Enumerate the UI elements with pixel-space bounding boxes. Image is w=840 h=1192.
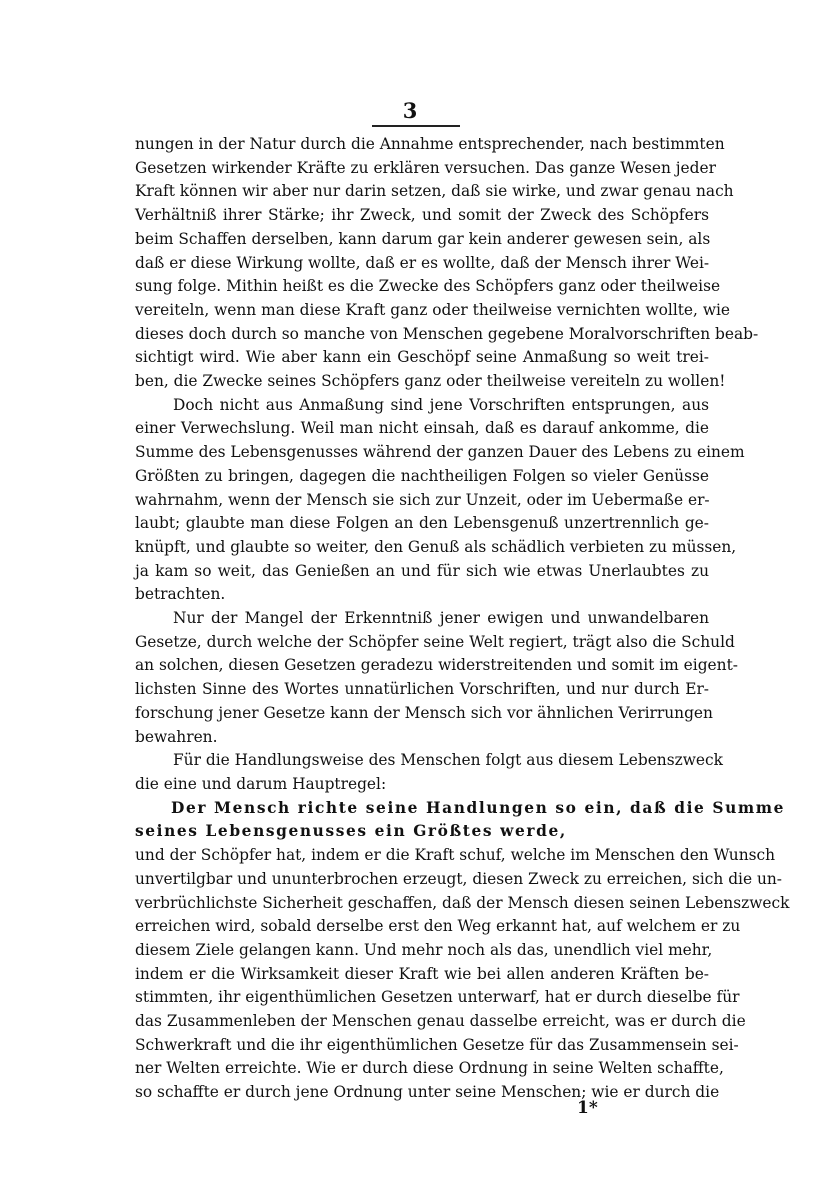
text-line: Schwerkraft und die ihr eigenthümlichen Gesetze für das Zusammensein sei-	[135, 1035, 739, 1054]
text-line: laubt; glaubte man diese Folgen an den Lebensgenuß unzertrennlich ge-	[135, 514, 709, 533]
text-line: sichtigt wird. Wie aber kann ein Geschöpf seine Anmaßung so weit trei-	[135, 348, 709, 367]
text-line: so schaffte er durch jene Ordnung unter seine Menschen; wie er durch die	[135, 1083, 720, 1102]
text-line: daß er diese Wirkung wollte, daß er es wollte, daß der Mensch ihrer Wei-	[135, 253, 710, 272]
text-line: an solchen, diesen Gesetzen geradezu widerstreitenden und somit im eigent-	[135, 656, 738, 675]
text-line: forschung jener Gesetze kann der Mensch sich vor ähnlichen Verirrungen	[135, 703, 713, 722]
text-line: beim Schaffen derselben, kann darum gar kein anderer gewesen sein, als	[135, 229, 711, 248]
paragraph-first-line: Für die Handlungsweise des Menschen folgt aus diesem Lebenszweck	[173, 751, 723, 770]
text-line: diesem Ziele gelangen kann. Und mehr noch als das, unendlich viel mehr,	[135, 940, 713, 959]
maxim-line: Der Mensch richte seine Handlungen so ein, daß die Summe	[171, 798, 786, 817]
text-line: knüpft, und glaubte so weiter, den Genuß als schädlich verbieten zu müssen,	[135, 537, 737, 556]
text-line: und der Schöpfer hat, indem er die Kraft schuf, welche im Menschen den Wunsch	[135, 846, 776, 865]
signature-mark: 1*	[577, 1098, 598, 1118]
text-line: nungen in der Natur durch die Annahme entsprechender, nach bestimmten	[135, 135, 725, 153]
body-text	[135, 133, 790, 1105]
text-line: bewahren.	[135, 727, 218, 746]
text-line: betrachten.	[135, 585, 226, 604]
text-line: vereiteln, wenn man diese Kraft ganz oder theilweise vernichten wollte, wie	[135, 300, 731, 319]
text-line: sung folge. Mithin heißt es die Zwecke des Schöpfers ganz oder theilweise	[135, 277, 721, 296]
text-line: indem er die Wirksamkeit dieser Kraft wie bei allen anderen Kräften be-	[135, 964, 709, 983]
text-line: Summe des Lebensgenusses während der ganzen Dauer des Lebens zu einem	[135, 443, 745, 462]
text-line: stimmten, ihr eigenthümlichen Gesetzen unterwarf, hat er durch dieselbe für	[135, 988, 740, 1007]
text-line: ben, die Zwecke seines Schöpfers ganz oder theilweise vereiteln zu wollen!	[135, 372, 726, 391]
text-line: Verhältniß ihrer Stärke; ihr Zweck, und somit der Zweck des Schöpfers	[135, 206, 709, 225]
text-line: lichsten Sinne des Wortes unnatürlichen Vorschriften, und nur durch Er-	[135, 680, 709, 699]
text-line: die eine und darum Hauptregel:	[135, 774, 387, 793]
paragraph-first-line: Doch nicht aus Anmaßung sind jene Vorschriften entsprungen, aus	[173, 395, 709, 414]
text-line: wahrnahm, wenn der Mensch sie sich zur Unzeit, oder im Uebermaße er-	[135, 490, 710, 509]
text-line: dieses doch durch so manche von Menschen gegebene Moralvorschriften beab-	[135, 324, 759, 343]
text-line: Gesetze, durch welche der Schöpfer seine Welt regiert, trägt also die Schuld	[135, 632, 735, 651]
text-line: Größten zu bringen, dagegen die nachtheiligen Folgen so vieler Genüsse	[135, 466, 709, 485]
text-line: erreichen wird, sobald derselbe erst den Weg erkannt hat, auf welchem er zu	[135, 917, 741, 936]
text-line: Gesetzen wirkender Kräfte zu erklären versuchen. Das ganze Wesen jeder	[135, 158, 716, 177]
text-line: unvertilgbar und ununterbrochen erzeugt, diesen Zweck zu erreichen, sich die un-	[135, 869, 783, 888]
maxim-line: seines Lebensgenusses ein Größtes werde,	[135, 822, 567, 841]
text-line: das Zusammenleben der Menschen genau dasselbe erreicht, was er durch die	[135, 1012, 746, 1031]
text-line: Kraft können wir aber nur darin setzen, daß sie wirke, und zwar genau nach	[135, 182, 734, 201]
page-number: 3	[402, 98, 418, 123]
header-rule	[372, 125, 460, 127]
text-line: verbrüchlichste Sicherheit geschaffen, daß der Mensch diesen seinen Lebenszweck	[135, 893, 790, 912]
paragraph-first-line: Nur der Mangel der Erkenntniß jener ewigen und unwandelbaren	[173, 609, 709, 628]
text-line: ner Welten erreichte. Wie er durch diese Ordnung in seine Welten schaffte,	[135, 1059, 724, 1078]
text-line: einer Verwechslung. Weil man nicht einsah, daß es darauf ankomme, die	[135, 419, 709, 438]
text-line: ja kam so weit, das Genießen an und für sich wie etwas Unerlaubtes zu	[135, 561, 709, 580]
